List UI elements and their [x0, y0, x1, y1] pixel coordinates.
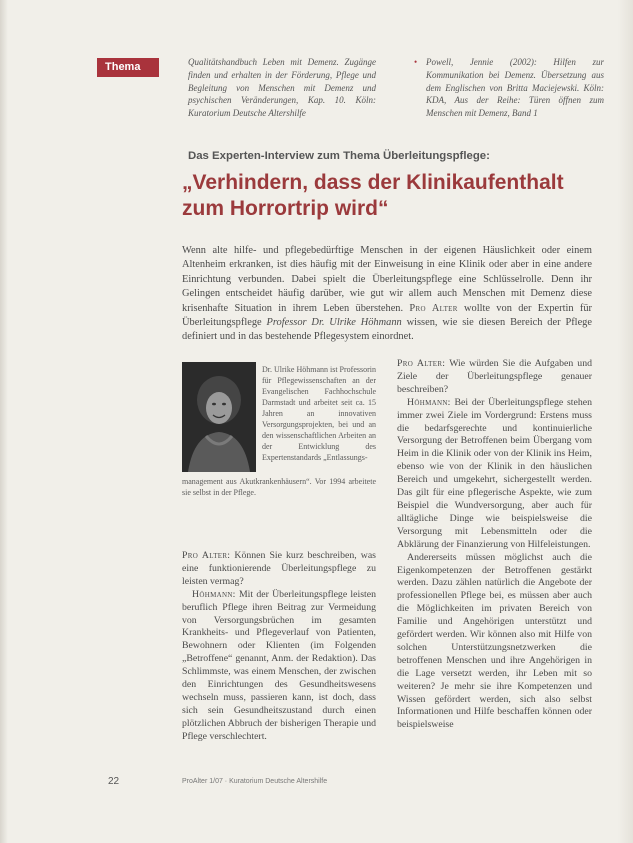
speaker-label: Pro Alter:	[182, 550, 231, 561]
article-headline: „Verhindern, dass der Klinikaufenthalt zum Horrortrip wird“	[182, 171, 564, 220]
interview-paragraph	[397, 552, 592, 733]
column-right	[397, 358, 592, 732]
interview-paragraph	[397, 397, 592, 552]
page-fold-left	[0, 0, 8, 843]
paragraph-text: Mit der Überleitungspflege leisten beruflich Pflege ihren Beitrag zur Vermeidung von Versorgungsbrüchen im gesamten Krankheits- und Pflegeverlauf von Patienten, Bewohnern oder Klienten (im Folgenden „Betroffene“ genannt, Anm. der Redaktion). Das Schlimmste, was einem Menschen, der zwischen den Einrichtungen des Gesundheitswesens wechseln muss, passieren kann, ist doch, dass sich sein Gesundheitszustand durch einen plötzlichen Abbruch der bisherigen Therapie und Pflege verschlechtert.	[182, 588, 376, 742]
article-lead	[182, 244, 592, 345]
section-tag: Thema	[97, 58, 159, 77]
footer-publication: ProAlter 1/07 · Kuratorium Deutsche Altershilfe	[182, 778, 328, 785]
portrait-photo	[182, 362, 256, 472]
lead-text-2: wollte von der Expertin für Überleitungspflege	[182, 302, 592, 329]
paragraph-text: Bei der Überleitungspflege stehen immer zwei Ziele im Vordergrund: Erstens muss die bedarfsgerechte und kontinuierliche Versorgung der Betroffenen beim Übergang vom Heim in die Klinik oder von der Klinik ins Heim, ebenso wie von der Klinik in den häuslichen Bereich und umgekehrt, sichergestellt werden. Das gilt für eine pflegerische Aspekte, wie zum Beispiel die Wundversorgung, aber auch für alltägliche Dinge wie beispielsweise die Versorgung mit Lebensmitteln oder die Abklärung der Finanzierung von Hilfeleistungen.	[397, 396, 592, 550]
page-number: 22	[108, 776, 120, 787]
photo-caption: Dr. Ulrike Höhmann ist Professorin für Pflegewissenschaften an der Evangelischen Fachhochschule Darmstadt und arbeitet seit ca. 15 Jahren an innovativen Versorgungsprojekten, bei und an den wissenschaftlichen Arbeiten an der Entwicklung des Expertenstandards „Entlassungs-	[262, 365, 376, 462]
paragraph-text: Können Sie kurz beschreiben, was eine funktionierende Überleitungspflege zu leisten vermag?	[182, 550, 376, 587]
reference-1: Qualitätshandbuch Leben mit Demenz. Zugänge finden und erhalten in der Förderung, Pflege und Begleitung von Menschen mit Demenz und psychischen Veränderungen, Kap. 10. Köln: Kuratorium Deutsche Altershilfe	[188, 57, 376, 119]
bullet-icon: •	[414, 57, 418, 67]
speaker-label: Pro Alter:	[397, 358, 446, 369]
speaker-label: Höhmann:	[407, 396, 451, 408]
lead-magazine-name: Pro Alter	[409, 302, 458, 314]
interview-paragraph	[182, 550, 376, 589]
photo-caption-continued: management aus Akutkrankenhäusern“. Vor 1994 arbeitete sie selbst in der Pflege.	[182, 477, 376, 497]
lead-expert-name: Professor Dr. Ulrike Höhmann	[266, 317, 402, 329]
reference-2	[414, 56, 604, 120]
interview-paragraph	[397, 358, 592, 397]
reference-2-text: Powell, Jennie (2002): Hilfen zur Kommunikation bei Demenz. Übersetzung aus dem Englischen von Britta Maciejewski. Köln: KDA, Aus der Reihe: Türen öffnen zum Menschen mit Demenz, Band 1	[426, 57, 604, 119]
lead-text-1: Wenn alte hilfe- und pflegebedürftige Menschen in der eigenen Häuslichkeit oder einem Altenheim erkranken, ist dies häufig mit der Einweisung in eine Klinik oder aber in eine andere Einrichtung verbunden. Dabei spielt die Überleitungspflege eine Schlüsselrolle. Denn ihr Gelingen entscheidet häufig darüber, wie gut wir allem auch Menschen mit Demenz diese krisenhafte Situation in ihrem Leben überstehen.	[182, 245, 592, 314]
article-kicker: Das Experten-Interview zum Thema Überleitungspflege:	[188, 150, 490, 162]
interview-paragraph	[182, 589, 376, 744]
speaker-label: Höhmann:	[192, 588, 236, 600]
lead-text-3: wissen, wie sie diesen Bereich der Pflege definiert und in das bestehende Pflegesystem einordnet.	[182, 317, 592, 343]
paragraph-text: Wie würden Sie die Aufgaben und Ziele der Überleitungspflege genauer beschreiben?	[397, 358, 592, 395]
paragraph-text: Andererseits müssen möglichst auch die Eigenkompetenzen der Betroffenen gestärkt werden. Dazu zählen natürlich die Angebote der professionellen Pflege bei, es müssen aber auch die Möglichkeiten im privaten Bereich von Familie und Angehörigen unterstützt und gefördert werden. Wir können also mit Hilfe von solchen Unterstützungsnetzwerken die betroffenen Menschen und ihre Angehörigen in die Lage versetzt werden, ihr Leben mit so weiteren? Je mehr sie ihre Kompetenzen und Wissen gefördert werden, sich also selbst Informationen und Hilfe beschaffen können oder beispielsweise	[397, 551, 592, 731]
page-fold-right	[618, 0, 633, 843]
column-left	[182, 550, 376, 744]
